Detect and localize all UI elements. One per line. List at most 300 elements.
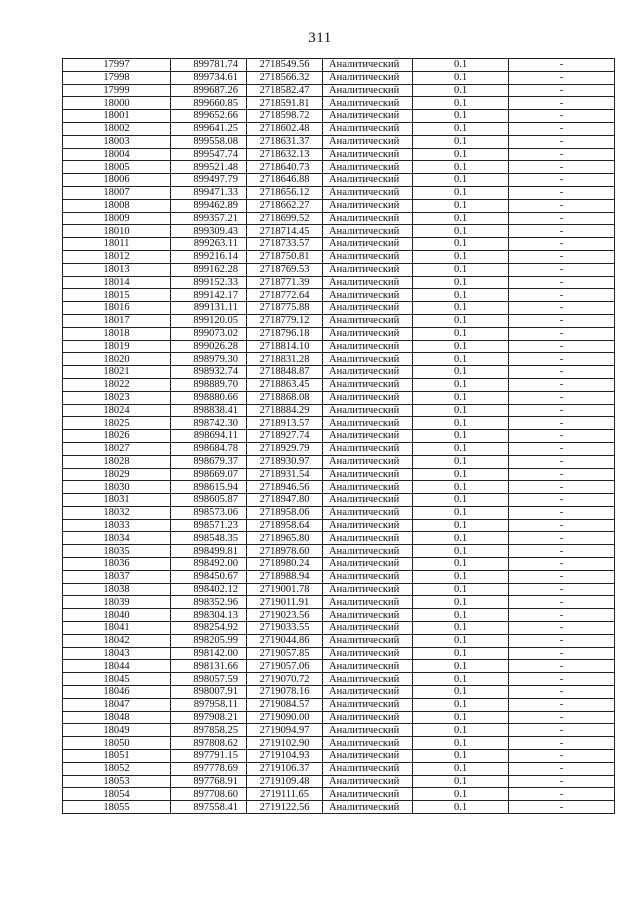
- accuracy-cell: 0.1: [413, 212, 509, 225]
- y-coordinate-cell: 2719104.93: [247, 750, 323, 763]
- empty-value-cell: -: [509, 366, 615, 379]
- accuracy-cell: 0.1: [413, 135, 509, 148]
- x-coordinate-cell: 897778.69: [171, 762, 247, 775]
- method-cell: Аналитический: [323, 442, 413, 455]
- method-cell: Аналитический: [323, 263, 413, 276]
- table-row: [63, 110, 615, 123]
- x-coordinate-cell: 898679.37: [171, 455, 247, 468]
- empty-value-cell: -: [509, 174, 615, 187]
- point-number-cell: 18009: [63, 212, 171, 225]
- y-coordinate-cell: 2719070.72: [247, 673, 323, 686]
- accuracy-cell: 0.1: [413, 596, 509, 609]
- table-row: [63, 430, 615, 443]
- point-number-cell: 18050: [63, 737, 171, 750]
- point-number-cell: 18016: [63, 302, 171, 315]
- accuracy-cell: 0.1: [413, 276, 509, 289]
- point-number-cell: 18043: [63, 647, 171, 660]
- x-coordinate-cell: 899652.66: [171, 110, 247, 123]
- empty-value-cell: -: [509, 750, 615, 763]
- y-coordinate-cell: 2718699.52: [247, 212, 323, 225]
- y-coordinate-cell: 2718591.81: [247, 97, 323, 110]
- accuracy-cell: 0.1: [413, 84, 509, 97]
- table-row: [63, 302, 615, 315]
- accuracy-cell: 0.1: [413, 519, 509, 532]
- y-coordinate-cell: 2719102.90: [247, 737, 323, 750]
- empty-value-cell: -: [509, 660, 615, 673]
- empty-value-cell: -: [509, 609, 615, 622]
- accuracy-cell: 0.1: [413, 558, 509, 571]
- y-coordinate-cell: 2718775.88: [247, 302, 323, 315]
- method-cell: Аналитический: [323, 532, 413, 545]
- point-number-cell: 18025: [63, 417, 171, 430]
- empty-value-cell: -: [509, 788, 615, 801]
- empty-value-cell: -: [509, 698, 615, 711]
- point-number-cell: 18023: [63, 391, 171, 404]
- table-row: [63, 609, 615, 622]
- y-coordinate-cell: 2718602.48: [247, 122, 323, 135]
- accuracy-cell: 0.1: [413, 660, 509, 673]
- accuracy-cell: 0.1: [413, 698, 509, 711]
- empty-value-cell: -: [509, 84, 615, 97]
- point-number-cell: 18021: [63, 366, 171, 379]
- x-coordinate-cell: 899162.28: [171, 263, 247, 276]
- table-row: [63, 276, 615, 289]
- y-coordinate-cell: 2719090.00: [247, 711, 323, 724]
- empty-value-cell: -: [509, 186, 615, 199]
- y-coordinate-cell: 2719033.55: [247, 622, 323, 635]
- empty-value-cell: -: [509, 583, 615, 596]
- accuracy-cell: 0.1: [413, 673, 509, 686]
- y-coordinate-cell: 2718988.94: [247, 570, 323, 583]
- table-row: [63, 442, 615, 455]
- empty-value-cell: -: [509, 711, 615, 724]
- method-cell: Аналитический: [323, 122, 413, 135]
- y-coordinate-cell: 2719109.48: [247, 775, 323, 788]
- empty-value-cell: -: [509, 276, 615, 289]
- accuracy-cell: 0.1: [413, 647, 509, 660]
- x-coordinate-cell: 899547.74: [171, 148, 247, 161]
- point-number-cell: 18038: [63, 583, 171, 596]
- table-row: [63, 660, 615, 673]
- point-number-cell: 18044: [63, 660, 171, 673]
- empty-value-cell: -: [509, 686, 615, 699]
- table-row: [63, 545, 615, 558]
- method-cell: Аналитический: [323, 622, 413, 635]
- y-coordinate-cell: 2718978.60: [247, 545, 323, 558]
- empty-value-cell: -: [509, 762, 615, 775]
- x-coordinate-cell: 899558.08: [171, 135, 247, 148]
- accuracy-cell: 0.1: [413, 302, 509, 315]
- x-coordinate-cell: 898889.70: [171, 378, 247, 391]
- point-number-cell: 18001: [63, 110, 171, 123]
- accuracy-cell: 0.1: [413, 417, 509, 430]
- y-coordinate-cell: 2718779.12: [247, 314, 323, 327]
- accuracy-cell: 0.1: [413, 609, 509, 622]
- empty-value-cell: -: [509, 314, 615, 327]
- method-cell: Аналитический: [323, 686, 413, 699]
- empty-value-cell: -: [509, 455, 615, 468]
- method-cell: Аналитический: [323, 775, 413, 788]
- method-cell: Аналитический: [323, 289, 413, 302]
- method-cell: Аналитический: [323, 609, 413, 622]
- x-coordinate-cell: 897791.15: [171, 750, 247, 763]
- x-coordinate-cell: 899152.33: [171, 276, 247, 289]
- method-cell: Аналитический: [323, 494, 413, 507]
- empty-value-cell: -: [509, 148, 615, 161]
- table-row: [63, 583, 615, 596]
- accuracy-cell: 0.1: [413, 750, 509, 763]
- point-number-cell: 18008: [63, 199, 171, 212]
- empty-value-cell: -: [509, 494, 615, 507]
- y-coordinate-cell: 2718566.32: [247, 71, 323, 84]
- empty-value-cell: -: [509, 724, 615, 737]
- table-row: [63, 391, 615, 404]
- point-number-cell: 18030: [63, 481, 171, 494]
- point-number-cell: 18054: [63, 788, 171, 801]
- empty-value-cell: -: [509, 775, 615, 788]
- table-row: [63, 532, 615, 545]
- table-row: [63, 225, 615, 238]
- table-row: [63, 404, 615, 417]
- x-coordinate-cell: 898304.13: [171, 609, 247, 622]
- method-cell: Аналитический: [323, 698, 413, 711]
- x-coordinate-cell: 898499.81: [171, 545, 247, 558]
- empty-value-cell: -: [509, 250, 615, 263]
- x-coordinate-cell: 899073.02: [171, 327, 247, 340]
- accuracy-cell: 0.1: [413, 711, 509, 724]
- y-coordinate-cell: 2719122.56: [247, 801, 323, 814]
- point-number-cell: 18036: [63, 558, 171, 571]
- x-coordinate-cell: 898352.96: [171, 596, 247, 609]
- y-coordinate-cell: 2719057.85: [247, 647, 323, 660]
- x-coordinate-cell: 897708.60: [171, 788, 247, 801]
- point-number-cell: 18020: [63, 353, 171, 366]
- empty-value-cell: -: [509, 327, 615, 340]
- empty-value-cell: -: [509, 506, 615, 519]
- y-coordinate-cell: 2718771.39: [247, 276, 323, 289]
- accuracy-cell: 0.1: [413, 762, 509, 775]
- x-coordinate-cell: 899026.28: [171, 340, 247, 353]
- x-coordinate-cell: 898131.66: [171, 660, 247, 673]
- method-cell: Аналитический: [323, 558, 413, 571]
- y-coordinate-cell: 2719023.56: [247, 609, 323, 622]
- x-coordinate-cell: 898615.94: [171, 481, 247, 494]
- point-number-cell: 18051: [63, 750, 171, 763]
- table-row: [63, 289, 615, 302]
- point-number-cell: 18040: [63, 609, 171, 622]
- table-row: [63, 788, 615, 801]
- method-cell: Аналитический: [323, 481, 413, 494]
- empty-value-cell: -: [509, 225, 615, 238]
- accuracy-cell: 0.1: [413, 366, 509, 379]
- point-number-cell: 18035: [63, 545, 171, 558]
- point-number-cell: 18018: [63, 327, 171, 340]
- y-coordinate-cell: 2719078.16: [247, 686, 323, 699]
- point-number-cell: 18010: [63, 225, 171, 238]
- y-coordinate-cell: 2718640.73: [247, 161, 323, 174]
- accuracy-cell: 0.1: [413, 468, 509, 481]
- x-coordinate-cell: 899131.11: [171, 302, 247, 315]
- accuracy-cell: 0.1: [413, 481, 509, 494]
- empty-value-cell: -: [509, 110, 615, 123]
- accuracy-cell: 0.1: [413, 775, 509, 788]
- empty-value-cell: -: [509, 59, 615, 72]
- table-row: [63, 711, 615, 724]
- point-number-cell: 18015: [63, 289, 171, 302]
- table-row: [63, 724, 615, 737]
- point-number-cell: 18047: [63, 698, 171, 711]
- table-row: [63, 762, 615, 775]
- method-cell: Аналитический: [323, 634, 413, 647]
- table-row: [63, 327, 615, 340]
- table-row: [63, 366, 615, 379]
- method-cell: Аналитический: [323, 673, 413, 686]
- point-number-cell: 18027: [63, 442, 171, 455]
- point-number-cell: 18006: [63, 174, 171, 187]
- y-coordinate-cell: 2718931.54: [247, 468, 323, 481]
- x-coordinate-cell: 898684.78: [171, 442, 247, 455]
- x-coordinate-cell: 898979.30: [171, 353, 247, 366]
- point-number-cell: 18014: [63, 276, 171, 289]
- accuracy-cell: 0.1: [413, 404, 509, 417]
- empty-value-cell: -: [509, 302, 615, 315]
- point-number-cell: 18046: [63, 686, 171, 699]
- table-row: [63, 314, 615, 327]
- point-number-cell: 18005: [63, 161, 171, 174]
- empty-value-cell: -: [509, 289, 615, 302]
- table-row: [63, 481, 615, 494]
- accuracy-cell: 0.1: [413, 583, 509, 596]
- method-cell: Аналитический: [323, 174, 413, 187]
- accuracy-cell: 0.1: [413, 801, 509, 814]
- y-coordinate-cell: 2718958.06: [247, 506, 323, 519]
- accuracy-cell: 0.1: [413, 161, 509, 174]
- coordinates-table: [62, 58, 615, 814]
- y-coordinate-cell: 2718662.27: [247, 199, 323, 212]
- x-coordinate-cell: 898057.59: [171, 673, 247, 686]
- y-coordinate-cell: 2718831.28: [247, 353, 323, 366]
- method-cell: Аналитический: [323, 468, 413, 481]
- empty-value-cell: -: [509, 417, 615, 430]
- y-coordinate-cell: 2718598.72: [247, 110, 323, 123]
- method-cell: Аналитический: [323, 212, 413, 225]
- y-coordinate-cell: 2719084.57: [247, 698, 323, 711]
- x-coordinate-cell: 899521.48: [171, 161, 247, 174]
- empty-value-cell: -: [509, 212, 615, 225]
- x-coordinate-cell: 898742.30: [171, 417, 247, 430]
- empty-value-cell: -: [509, 622, 615, 635]
- empty-value-cell: -: [509, 391, 615, 404]
- method-cell: Аналитический: [323, 199, 413, 212]
- x-coordinate-cell: 899357.21: [171, 212, 247, 225]
- method-cell: Аналитический: [323, 737, 413, 750]
- y-coordinate-cell: 2719044.86: [247, 634, 323, 647]
- y-coordinate-cell: 2719057.06: [247, 660, 323, 673]
- point-number-cell: 18012: [63, 250, 171, 263]
- method-cell: Аналитический: [323, 519, 413, 532]
- table-row: [63, 519, 615, 532]
- x-coordinate-cell: 897768.91: [171, 775, 247, 788]
- method-cell: Аналитический: [323, 276, 413, 289]
- table-row: [63, 161, 615, 174]
- table-row: [63, 737, 615, 750]
- y-coordinate-cell: 2718733.57: [247, 238, 323, 251]
- table-row: [63, 698, 615, 711]
- accuracy-cell: 0.1: [413, 238, 509, 251]
- method-cell: Аналитический: [323, 724, 413, 737]
- x-coordinate-cell: 898573.06: [171, 506, 247, 519]
- y-coordinate-cell: 2718750.81: [247, 250, 323, 263]
- empty-value-cell: -: [509, 199, 615, 212]
- empty-value-cell: -: [509, 570, 615, 583]
- point-number-cell: 18017: [63, 314, 171, 327]
- accuracy-cell: 0.1: [413, 532, 509, 545]
- table-row: [63, 238, 615, 251]
- accuracy-cell: 0.1: [413, 686, 509, 699]
- point-number-cell: 18004: [63, 148, 171, 161]
- empty-value-cell: -: [509, 340, 615, 353]
- empty-value-cell: -: [509, 404, 615, 417]
- accuracy-cell: 0.1: [413, 250, 509, 263]
- method-cell: Аналитический: [323, 750, 413, 763]
- x-coordinate-cell: 899471.33: [171, 186, 247, 199]
- accuracy-cell: 0.1: [413, 494, 509, 507]
- y-coordinate-cell: 2718947.80: [247, 494, 323, 507]
- point-number-cell: 18031: [63, 494, 171, 507]
- table-row: [63, 417, 615, 430]
- point-number-cell: 17998: [63, 71, 171, 84]
- point-number-cell: 18041: [63, 622, 171, 635]
- method-cell: Аналитический: [323, 366, 413, 379]
- point-number-cell: 18029: [63, 468, 171, 481]
- y-coordinate-cell: 2719094.97: [247, 724, 323, 737]
- accuracy-cell: 0.1: [413, 314, 509, 327]
- x-coordinate-cell: 898694.11: [171, 430, 247, 443]
- y-coordinate-cell: 2718863.45: [247, 378, 323, 391]
- point-number-cell: 18039: [63, 596, 171, 609]
- y-coordinate-cell: 2719106.37: [247, 762, 323, 775]
- point-number-cell: 18034: [63, 532, 171, 545]
- x-coordinate-cell: 898571.23: [171, 519, 247, 532]
- table-row: [63, 186, 615, 199]
- accuracy-cell: 0.1: [413, 622, 509, 635]
- point-number-cell: 18042: [63, 634, 171, 647]
- x-coordinate-cell: 899687.26: [171, 84, 247, 97]
- x-coordinate-cell: 898254.92: [171, 622, 247, 635]
- x-coordinate-cell: 898605.87: [171, 494, 247, 507]
- empty-value-cell: -: [509, 481, 615, 494]
- accuracy-cell: 0.1: [413, 788, 509, 801]
- method-cell: Аналитический: [323, 596, 413, 609]
- accuracy-cell: 0.1: [413, 455, 509, 468]
- method-cell: Аналитический: [323, 327, 413, 340]
- y-coordinate-cell: 2718927.74: [247, 430, 323, 443]
- empty-value-cell: -: [509, 238, 615, 251]
- method-cell: Аналитический: [323, 404, 413, 417]
- accuracy-cell: 0.1: [413, 174, 509, 187]
- method-cell: Аналитический: [323, 225, 413, 238]
- y-coordinate-cell: 2718884.29: [247, 404, 323, 417]
- empty-value-cell: -: [509, 558, 615, 571]
- accuracy-cell: 0.1: [413, 186, 509, 199]
- empty-value-cell: -: [509, 519, 615, 532]
- empty-value-cell: -: [509, 545, 615, 558]
- empty-value-cell: -: [509, 263, 615, 276]
- method-cell: Аналитический: [323, 430, 413, 443]
- accuracy-cell: 0.1: [413, 506, 509, 519]
- x-coordinate-cell: 898492.00: [171, 558, 247, 571]
- y-coordinate-cell: 2719001.78: [247, 583, 323, 596]
- method-cell: Аналитический: [323, 417, 413, 430]
- method-cell: Аналитический: [323, 711, 413, 724]
- x-coordinate-cell: 898142.00: [171, 647, 247, 660]
- accuracy-cell: 0.1: [413, 148, 509, 161]
- method-cell: Аналитический: [323, 302, 413, 315]
- table-row: [63, 378, 615, 391]
- x-coordinate-cell: 898838.41: [171, 404, 247, 417]
- y-coordinate-cell: 2718646.88: [247, 174, 323, 187]
- y-coordinate-cell: 2718582.47: [247, 84, 323, 97]
- point-number-cell: 18026: [63, 430, 171, 443]
- x-coordinate-cell: 899641.25: [171, 122, 247, 135]
- empty-value-cell: -: [509, 647, 615, 660]
- accuracy-cell: 0.1: [413, 97, 509, 110]
- method-cell: Аналитический: [323, 455, 413, 468]
- empty-value-cell: -: [509, 673, 615, 686]
- accuracy-cell: 0.1: [413, 59, 509, 72]
- x-coordinate-cell: 899216.14: [171, 250, 247, 263]
- accuracy-cell: 0.1: [413, 378, 509, 391]
- table-row: [63, 97, 615, 110]
- x-coordinate-cell: 898669.07: [171, 468, 247, 481]
- method-cell: Аналитический: [323, 59, 413, 72]
- empty-value-cell: -: [509, 71, 615, 84]
- y-coordinate-cell: 2718656.12: [247, 186, 323, 199]
- x-coordinate-cell: 899660.85: [171, 97, 247, 110]
- table-row: [63, 686, 615, 699]
- method-cell: Аналитический: [323, 545, 413, 558]
- empty-value-cell: -: [509, 161, 615, 174]
- accuracy-cell: 0.1: [413, 340, 509, 353]
- table-row: [63, 801, 615, 814]
- accuracy-cell: 0.1: [413, 353, 509, 366]
- point-number-cell: 18037: [63, 570, 171, 583]
- point-number-cell: 18053: [63, 775, 171, 788]
- empty-value-cell: -: [509, 737, 615, 750]
- method-cell: Аналитический: [323, 97, 413, 110]
- table-row: [63, 250, 615, 263]
- method-cell: Аналитический: [323, 314, 413, 327]
- y-coordinate-cell: 2718946.56: [247, 481, 323, 494]
- table-row: [63, 340, 615, 353]
- y-coordinate-cell: 2718965.80: [247, 532, 323, 545]
- method-cell: Аналитический: [323, 71, 413, 84]
- point-number-cell: 18049: [63, 724, 171, 737]
- y-coordinate-cell: 2718632.13: [247, 148, 323, 161]
- point-number-cell: 17999: [63, 84, 171, 97]
- x-coordinate-cell: 899142.17: [171, 289, 247, 302]
- point-number-cell: 18032: [63, 506, 171, 519]
- x-coordinate-cell: 897558.41: [171, 801, 247, 814]
- method-cell: Аналитический: [323, 647, 413, 660]
- accuracy-cell: 0.1: [413, 570, 509, 583]
- table-row: [63, 634, 615, 647]
- table-row: [63, 750, 615, 763]
- table-row: [63, 199, 615, 212]
- x-coordinate-cell: 897908.21: [171, 711, 247, 724]
- point-number-cell: 17997: [63, 59, 171, 72]
- empty-value-cell: -: [509, 442, 615, 455]
